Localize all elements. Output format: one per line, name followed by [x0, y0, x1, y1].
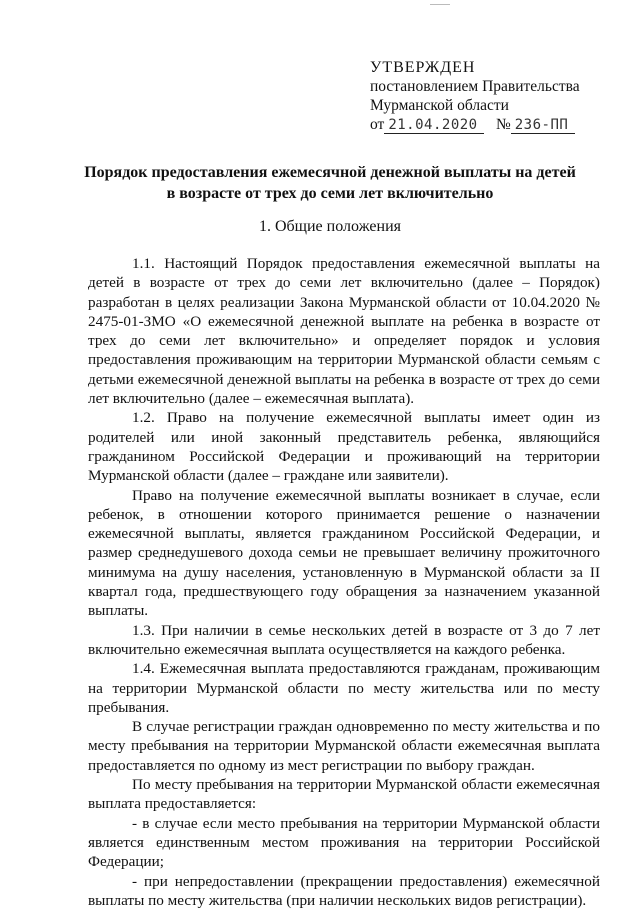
paragraph: По месту пребывания на территории Мурманской области ежемесячная выплата предоставляется:	[88, 775, 600, 814]
paragraph: 1.2. Право на получение ежемесячной выплаты имеет один из родителей или иной законный представитель ребенка, являющийся гражданином Российской Федерации и проживающий на территории Мурманской области (далее – граждане или заявители).	[88, 408, 600, 485]
approval-date-row	[370, 115, 630, 134]
approval-line-1: постановлением Правительства	[370, 77, 630, 96]
date-value: 21.04.2020	[384, 118, 484, 134]
approval-stamp	[370, 58, 630, 134]
date-prefix: от	[370, 116, 384, 133]
paragraph: 1.1. Настоящий Порядок предоставления ежемесячной выплаты на детей в возрасте от трех до семи лет включительно (далее – Порядок) разработан в целях реализации Закона Мурманской области от 10.04.2020 № 2475-01-ЗМО «О ежемесячной денежной выплате на ребенка в возрасте от трех до семи лет включительно» и определяет порядок и условия предоставления проживающим на территории Мурманской области семьям с детьми ежемесячной денежной выплаты на ребенка в возрасте от трех до семи лет включительно (далее – ежемесячная выплата).	[88, 254, 600, 408]
paragraph: В случае регистрации граждан одновременно по месту жительства и по месту пребывания на территории Мурманской области ежемесячная выплата предоставляется по одному из мест регистрации по выбору граждан.	[88, 717, 600, 775]
paragraph: Право на получение ежемесячной выплаты возникает в случае, если ребенок, в отношении которого принимается решение о назначении ежемесячной выплаты, является гражданином Российской Федерации, и размер среднедушевого дохода семьи не превышает величину прожиточного минимума на душу населения, установленную в Мурманской области за II квартал года, предшествующего году обращения за назначением указанной выплаты.	[88, 486, 600, 621]
scan-mark	[430, 0, 450, 5]
list-item: - при непредоставлении (прекращении предоставления) ежемесячной выплаты по месту жительства (при наличии нескольких видов регистрации).	[88, 872, 600, 910]
document-title-line-2: в возрасте от трех до семи лет включительно	[60, 183, 600, 204]
approval-title: УТВЕРЖДЕН	[370, 58, 630, 77]
document-body	[88, 254, 600, 910]
paragraph: 1.4. Ежемесячная выплата предоставляются гражданам, проживающим на территории Мурманской области по месту жительства или по месту пребывания.	[88, 659, 600, 717]
approval-line-2: Мурманской области	[370, 96, 630, 115]
section-heading: 1. Общие положения	[60, 218, 600, 236]
number-prefix: №	[496, 116, 511, 133]
document-title-line-1: Порядок предоставления ежемесячной денежной выплаты на детей	[60, 162, 600, 183]
document-title	[60, 162, 600, 204]
number-value: 236-ПП	[511, 118, 575, 134]
list-item: - в случае если место пребывания на территории Мурманской области является единственным местом проживания на территории Российской Федерации;	[88, 814, 600, 872]
paragraph: 1.3. При наличии в семье нескольких детей в возрасте от 3 до 7 лет включительно ежемесячная выплата осуществляется на каждого ребенка.	[88, 621, 600, 660]
